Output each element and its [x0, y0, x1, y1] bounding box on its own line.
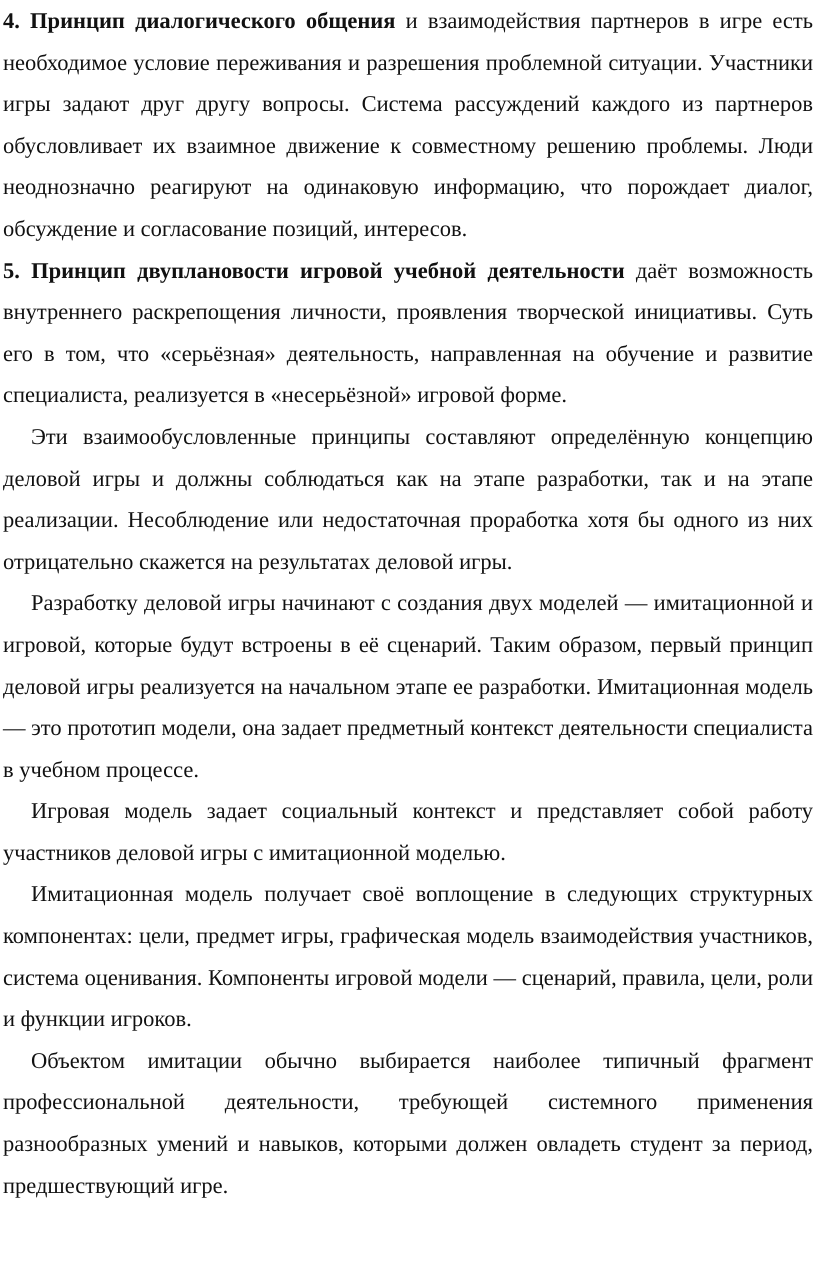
- principle-4-heading: 4. Принцип диалогического общения: [3, 8, 396, 33]
- paragraph-principle-4: [3, 0, 813, 250]
- two-models-text: Разработку деловой игры начинают с создания двух моделей — имитационной и игровой, которые будут встроены в её сценарий. Таким образом, первый принцип деловой игры реализуется на начальном этапе ее разработки. Имитационная модель — это прототип модели, она задает предметный контекст деятельности специалиста в учебном процессе.: [3, 590, 813, 782]
- principle-4-text: и взаимодействия партнеров в игре есть необходимое условие переживания и разрешения проблемной ситуации. Участники игры задают друг другу вопросы. Система рассуждений каждого из партнеров обусловливает их взаимное движение к совместному решению проблемы. Люди неоднозначно реагируют на одинаковую информацию, что порождает диалог, обсуждение и согласование позиций, интересов.: [3, 8, 813, 241]
- paragraph-simulation-components: [3, 873, 813, 1039]
- principle-5-heading: 5. Принцип двуплановости игровой учебной деятельности: [3, 257, 625, 283]
- paragraph-simulation-object: [3, 1040, 813, 1206]
- simulation-object-text: Объектом имитации обычно выбирается наиболее типичный фрагмент профессиональной деятельности, требующей системного применения разнообразных умений и навыков, которыми должен овладеть студент за период, предшествующий игре.: [3, 1047, 813, 1198]
- paragraph-principles-summary: [3, 416, 813, 582]
- principle-5-text: даёт возможность внутреннего раскрепощения личности, проявления творческой инициативы. Суть его в том, что «серьёзная» деятельность, направленная на обучение и развитие специалиста, реализуется в «несерьёзной» игровой форме.: [3, 257, 813, 408]
- paragraph-principle-5: [3, 250, 813, 416]
- document-page: [3, 0, 813, 1206]
- principles-summary-text: Эти взаимообусловленные принципы составляют определённую концепцию деловой игры и должны соблюдаться как на этапе разработки, так и на этапе реализации. Несоблюдение или недостаточная проработка хотя бы одного из них отрицательно скажется на результатах деловой игры.: [3, 423, 813, 574]
- paragraph-two-models: [3, 582, 813, 790]
- paragraph-game-model: [3, 790, 813, 873]
- simulation-components-text: Имитационная модель получает своё воплощение в следующих структурных компонентах: цели, предмет игры, графическая модель взаимодействия участников, система оценивания. Компоненты игровой модели — сценарий, правила, цели, роли и функции игроков.: [3, 881, 813, 1032]
- game-model-text: Игровая модель задает социальный контекст и представляет собой работу участников деловой игры с имитационной моделью.: [3, 798, 813, 865]
